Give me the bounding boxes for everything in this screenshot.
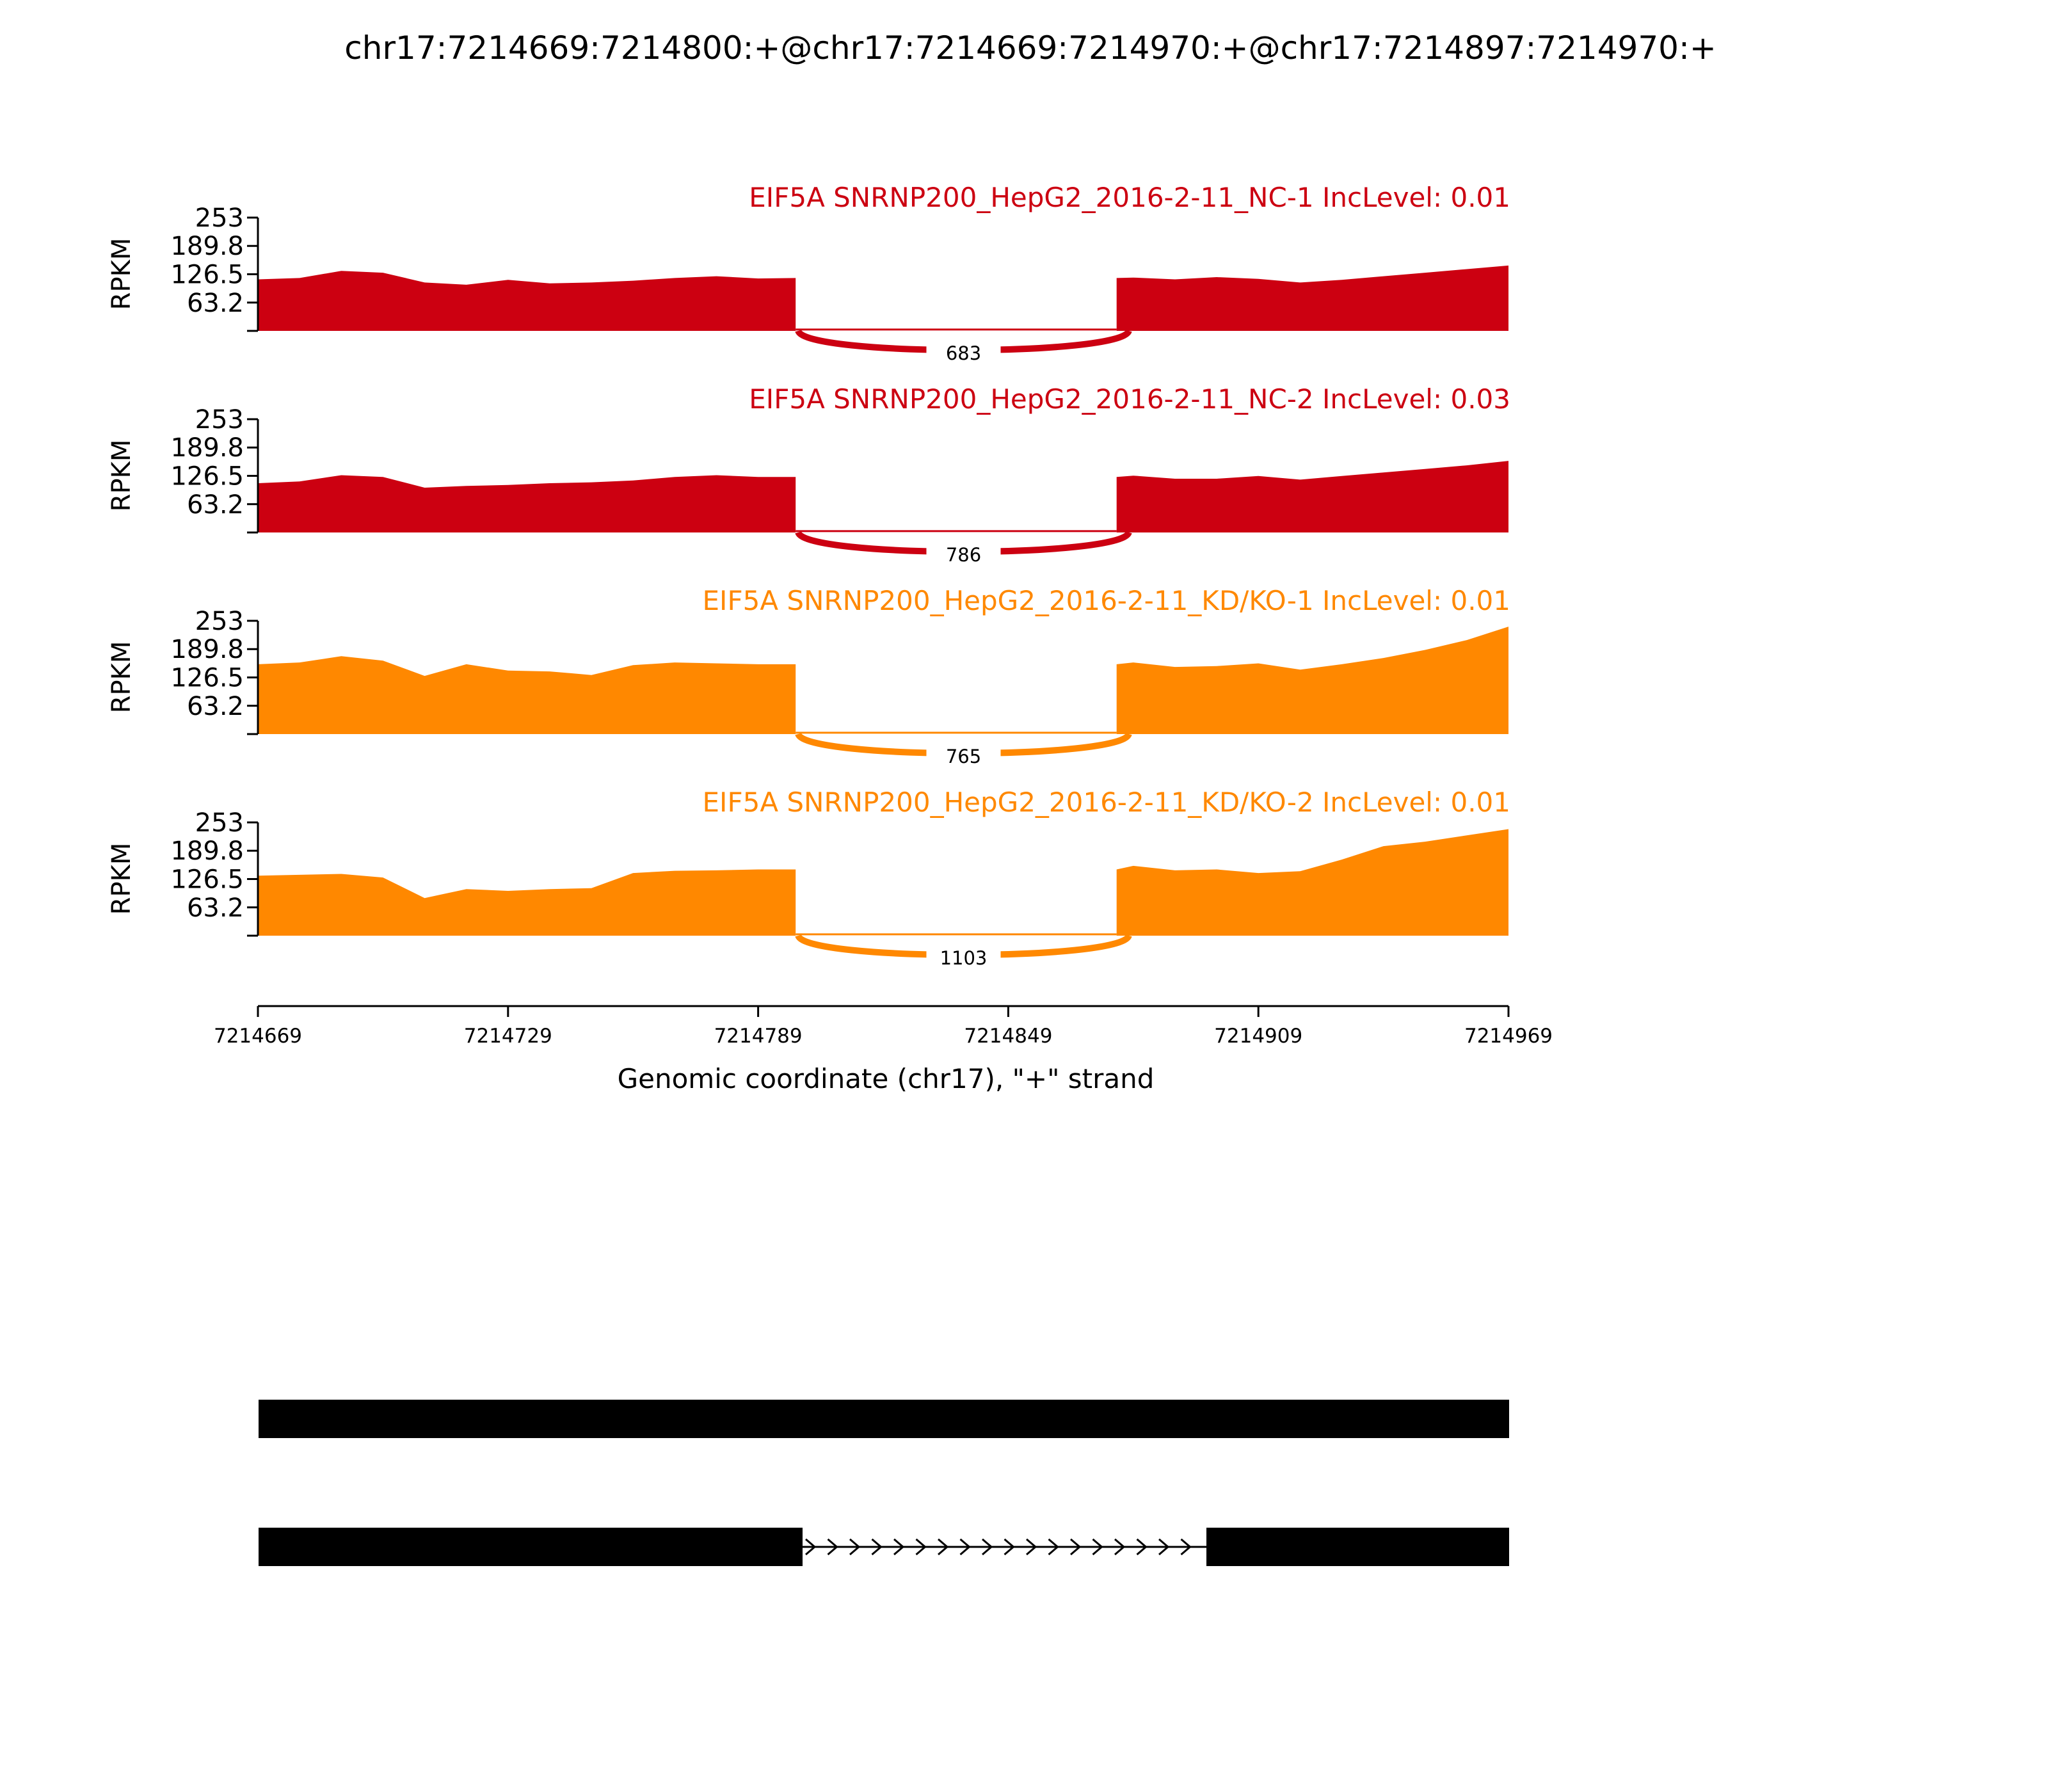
track-panel bbox=[107, 585, 1510, 767]
y-tick-label: 253 bbox=[195, 808, 244, 838]
isoform-model bbox=[259, 1528, 1509, 1566]
junction-count-label: 765 bbox=[945, 746, 982, 767]
exon-block bbox=[259, 1528, 803, 1566]
y-tick-label: 189.8 bbox=[170, 232, 244, 262]
coverage-area bbox=[1117, 266, 1508, 331]
coverage-area bbox=[1117, 829, 1508, 936]
y-tick-label: 189.8 bbox=[170, 433, 244, 463]
coverage-area bbox=[258, 271, 796, 331]
y-tick-label: 253 bbox=[195, 204, 244, 233]
coverage-area bbox=[258, 870, 796, 936]
sample-label: EIF5A SNRNP200_HepG2_2016-2-11_KD/KO-1 IncLevel: 0.01 bbox=[702, 585, 1510, 616]
y-tick-label: 63.2 bbox=[186, 893, 244, 923]
junction-count-label: 786 bbox=[945, 544, 982, 566]
x-tick-label: 7214909 bbox=[1214, 1025, 1303, 1048]
y-tick-label: 189.8 bbox=[170, 836, 244, 867]
x-tick-label: 7214669 bbox=[213, 1025, 303, 1048]
y-tick-label: 63.2 bbox=[186, 490, 244, 520]
coverage-area bbox=[1117, 461, 1508, 532]
coverage-area bbox=[1117, 627, 1508, 734]
chart-title: chr17:7214669:7214800:+@chr17:7214669:7214970:+@chr17:7214897:7214970:+ bbox=[344, 29, 1716, 67]
y-axis-label: RPKM bbox=[107, 842, 136, 915]
sample-label: EIF5A SNRNP200_HepG2_2016-2-11_NC-1 IncLevel: 0.01 bbox=[749, 182, 1510, 213]
y-tick-label: 126.5 bbox=[170, 865, 244, 895]
y-tick-label: 253 bbox=[195, 607, 244, 636]
exon-block bbox=[259, 1400, 1509, 1438]
y-tick-label: 63.2 bbox=[186, 288, 244, 318]
x-tick-label: 7214849 bbox=[964, 1025, 1053, 1048]
y-tick-label: 126.5 bbox=[170, 260, 244, 290]
exon-block bbox=[1206, 1528, 1509, 1566]
x-tick-label: 7214729 bbox=[463, 1025, 552, 1048]
y-tick-label: 63.2 bbox=[186, 691, 244, 721]
x-tick-label: 7214789 bbox=[714, 1025, 803, 1048]
track-panel bbox=[107, 182, 1510, 364]
x-axis-label: Genomic coordinate (chr17), "+" strand bbox=[617, 1063, 1155, 1094]
y-tick-label: 253 bbox=[195, 405, 244, 435]
y-tick-label: 126.5 bbox=[170, 461, 244, 492]
coverage-area bbox=[258, 476, 796, 533]
track-panel bbox=[107, 383, 1510, 566]
isoform-model bbox=[259, 1400, 1509, 1438]
coverage-area bbox=[258, 656, 796, 734]
y-tick-label: 189.8 bbox=[170, 635, 244, 665]
sample-label: EIF5A SNRNP200_HepG2_2016-2-11_KD/KO-2 IncLevel: 0.01 bbox=[702, 787, 1510, 818]
x-tick-label: 7214969 bbox=[1464, 1025, 1553, 1048]
y-axis-label: RPKM bbox=[107, 237, 136, 310]
y-axis-label: RPKM bbox=[107, 641, 136, 714]
y-tick-label: 126.5 bbox=[170, 663, 244, 693]
junction-count-label: 683 bbox=[945, 342, 982, 364]
y-axis-label: RPKM bbox=[107, 439, 136, 512]
track-panel bbox=[107, 787, 1510, 969]
junction-count-label: 1103 bbox=[940, 947, 988, 969]
sample-label: EIF5A SNRNP200_HepG2_2016-2-11_NC-2 IncLevel: 0.03 bbox=[749, 383, 1510, 415]
